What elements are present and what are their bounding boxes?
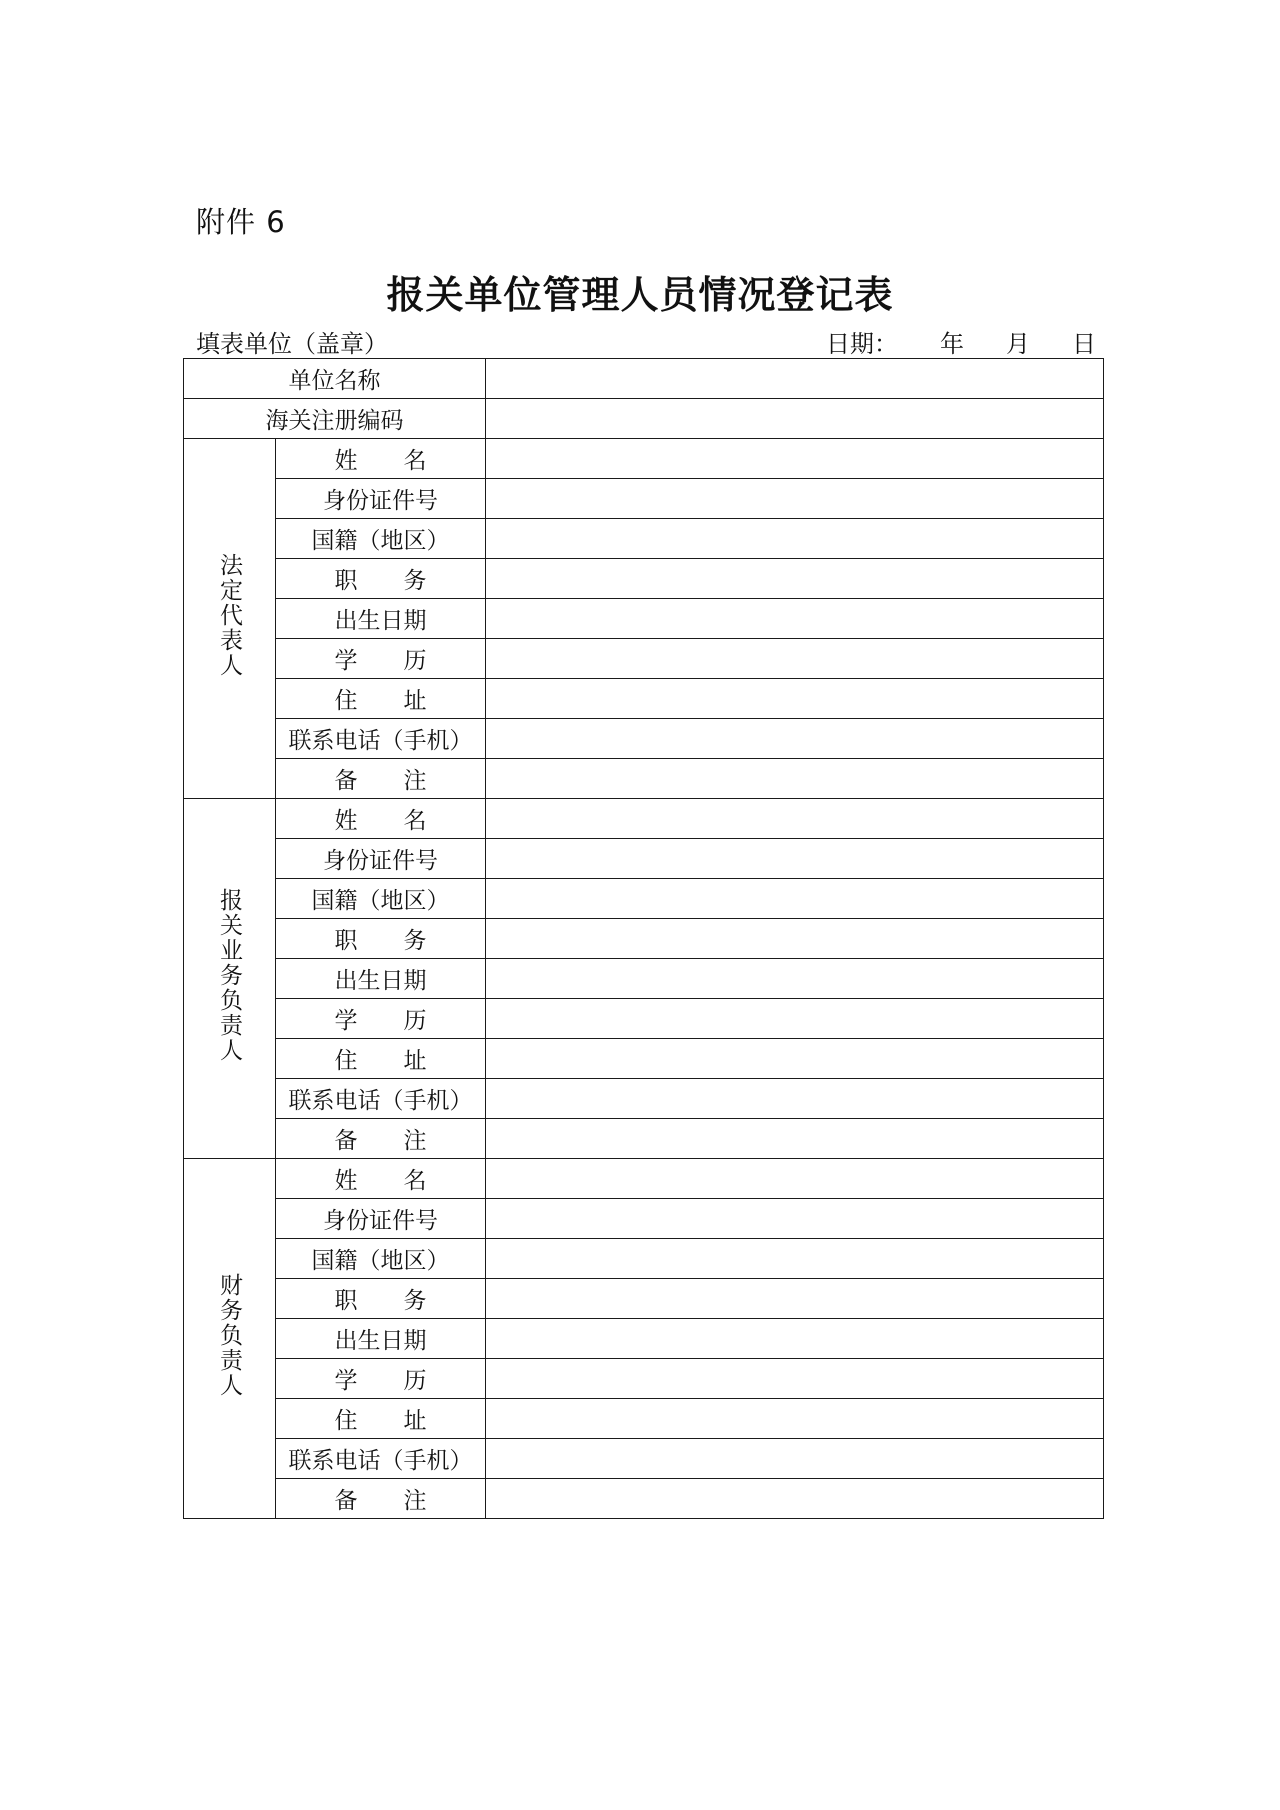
field-label-cell [276, 439, 486, 479]
field-label-cell [276, 599, 486, 639]
field-label: 国籍（地区） [311, 528, 450, 554]
field-label: 单位名称 [288, 368, 381, 394]
field-label: 住 址 [334, 1048, 427, 1074]
table-row [184, 559, 1104, 599]
table-row [184, 1159, 1104, 1199]
date-label: 日期： [826, 330, 898, 358]
field-label: 学 历 [334, 1368, 427, 1394]
field-label: 身份证件号 [323, 1208, 438, 1234]
field-label: 住 址 [334, 688, 427, 714]
table-row [184, 359, 1104, 399]
field-label: 职 务 [334, 568, 427, 594]
field-label-cell [276, 1199, 486, 1239]
page-title: 报关单位管理人员情况登记表 [386, 273, 894, 317]
field-label-cell [276, 1319, 486, 1359]
group-label: 报关业务负责人 [216, 888, 242, 1063]
field-label: 姓 名 [334, 808, 427, 834]
table-row [184, 599, 1104, 639]
field-label-cell [276, 999, 486, 1039]
table-row [184, 799, 1104, 839]
field-label-cell [276, 679, 486, 719]
table-row [184, 1279, 1104, 1319]
field-value-cell[interactable] [486, 1119, 1104, 1159]
table-row [184, 439, 1104, 479]
field-value-cell[interactable] [486, 919, 1104, 959]
date-block [826, 324, 1096, 359]
table-row [184, 679, 1104, 719]
field-label-cell [276, 919, 486, 959]
field-value-cell[interactable] [486, 479, 1104, 519]
group-label-cell [184, 439, 276, 799]
table-row [184, 479, 1104, 519]
field-value-cell[interactable] [486, 639, 1104, 679]
group-label-cell [184, 799, 276, 1159]
field-label-cell [184, 359, 486, 399]
field-value-cell[interactable] [486, 1079, 1104, 1119]
field-value-cell[interactable] [486, 759, 1104, 799]
field-label: 身份证件号 [323, 488, 438, 514]
attachment-label: 附件 6 [196, 205, 286, 239]
field-value-cell[interactable] [486, 959, 1104, 999]
field-value-cell[interactable] [486, 1399, 1104, 1439]
field-value-cell[interactable] [486, 719, 1104, 759]
group-label-cell [184, 1159, 276, 1519]
field-value-cell[interactable] [486, 599, 1104, 639]
table-row [184, 399, 1104, 439]
table-row [184, 1119, 1104, 1159]
field-label: 身份证件号 [323, 848, 438, 874]
field-value-cell[interactable] [486, 359, 1104, 399]
field-label: 职 务 [334, 1288, 427, 1314]
registration-table [183, 358, 1104, 1519]
table-row [184, 839, 1104, 879]
field-label-cell [276, 1119, 486, 1159]
field-label: 姓 名 [334, 1168, 427, 1194]
field-value-cell[interactable] [486, 1439, 1104, 1479]
table-row [184, 919, 1104, 959]
field-label-cell [276, 479, 486, 519]
table-row [184, 959, 1104, 999]
field-label-cell [276, 1159, 486, 1199]
table-row [184, 519, 1104, 559]
registration-table-body [184, 359, 1104, 1519]
field-value-cell[interactable] [486, 1039, 1104, 1079]
form-meta-row [196, 324, 1096, 356]
field-value-cell[interactable] [486, 839, 1104, 879]
date-day-label: 日 [1072, 330, 1096, 358]
field-label: 联系电话（手机） [288, 728, 473, 754]
field-label-cell [276, 839, 486, 879]
table-row [184, 1319, 1104, 1359]
field-value-cell[interactable] [486, 1279, 1104, 1319]
table-row [184, 879, 1104, 919]
field-label: 国籍（地区） [311, 1248, 450, 1274]
field-label-cell [276, 1479, 486, 1519]
field-label-cell [276, 1359, 486, 1399]
field-value-cell[interactable] [486, 439, 1104, 479]
group-label: 法定代表人 [216, 553, 242, 678]
field-label: 学 历 [334, 648, 427, 674]
table-row [184, 1359, 1104, 1399]
fill-unit-label: 填表单位（盖章） [196, 330, 388, 358]
field-label-cell [276, 799, 486, 839]
field-label: 姓 名 [334, 448, 427, 474]
field-label: 住 址 [334, 1408, 427, 1434]
field-label: 海关注册编码 [265, 408, 404, 434]
table-row [184, 1439, 1104, 1479]
field-label: 职 务 [334, 928, 427, 954]
table-row [184, 1479, 1104, 1519]
group-label: 财务负责人 [216, 1273, 242, 1398]
field-label: 联系电话（手机） [288, 1088, 473, 1114]
field-label-cell [276, 519, 486, 559]
table-row [184, 1039, 1104, 1079]
field-label-cell [276, 879, 486, 919]
field-value-cell[interactable] [486, 1359, 1104, 1399]
field-label: 备 注 [334, 1128, 427, 1154]
table-row [184, 719, 1104, 759]
table-row [184, 1079, 1104, 1119]
field-value-cell[interactable] [486, 799, 1104, 839]
field-value-cell[interactable] [486, 1319, 1104, 1359]
field-label-cell [276, 1439, 486, 1479]
field-value-cell[interactable] [486, 679, 1104, 719]
field-value-cell[interactable] [486, 519, 1104, 559]
field-label: 出生日期 [334, 1328, 427, 1354]
field-label-cell [276, 959, 486, 999]
field-label-cell [276, 1399, 486, 1439]
table-row [184, 999, 1104, 1039]
field-label-cell [276, 1239, 486, 1279]
table-row [184, 639, 1104, 679]
field-value-cell[interactable] [486, 1159, 1104, 1199]
field-label-cell [276, 1279, 486, 1319]
field-label-cell [276, 1079, 486, 1119]
field-label: 学 历 [334, 1008, 427, 1034]
table-row [184, 759, 1104, 799]
field-value-cell[interactable] [486, 1479, 1104, 1519]
table-row [184, 1239, 1104, 1279]
field-label: 国籍（地区） [311, 888, 450, 914]
field-label: 出生日期 [334, 608, 427, 634]
field-value-cell[interactable] [486, 399, 1104, 439]
table-row [184, 1199, 1104, 1239]
field-label: 联系电话（手机） [288, 1448, 473, 1474]
field-value-cell[interactable] [486, 879, 1104, 919]
date-month-label: 月 [1006, 330, 1030, 358]
field-value-cell[interactable] [486, 1199, 1104, 1239]
table-row [184, 1399, 1104, 1439]
field-label-cell [276, 559, 486, 599]
field-value-cell[interactable] [486, 559, 1104, 599]
field-value-cell[interactable] [486, 1239, 1104, 1279]
field-label-cell [276, 639, 486, 679]
field-label-cell [276, 719, 486, 759]
field-value-cell[interactable] [486, 999, 1104, 1039]
field-label: 备 注 [334, 1488, 427, 1514]
field-label-cell [276, 1039, 486, 1079]
field-label-cell [276, 759, 486, 799]
field-label: 出生日期 [334, 968, 427, 994]
field-label-cell [184, 399, 486, 439]
date-year-label: 年 [940, 330, 964, 358]
field-label: 备 注 [334, 768, 427, 794]
